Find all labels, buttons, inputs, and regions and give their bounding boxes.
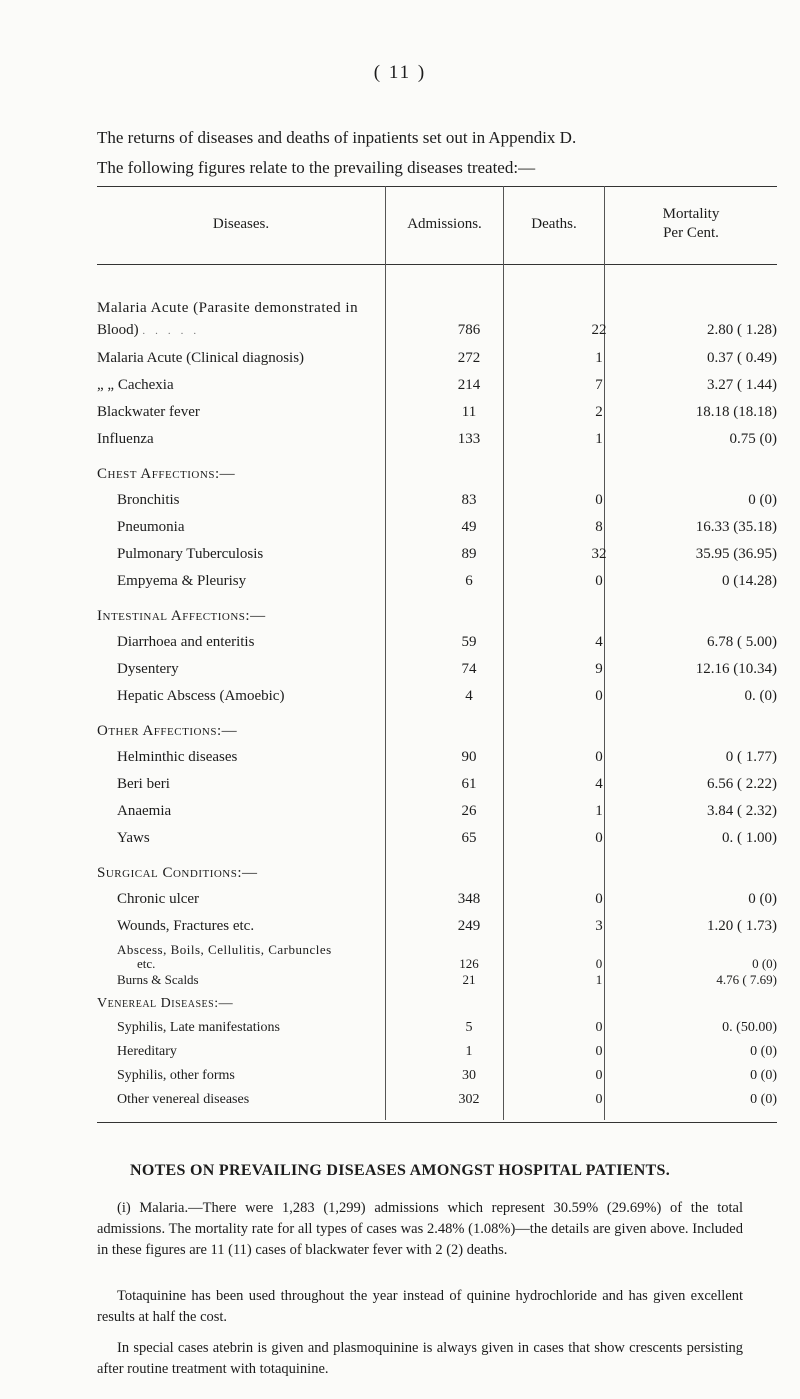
admissions-cell: 126	[459, 956, 479, 971]
header-diseases: Diseases.	[212, 216, 270, 232]
deaths-cell: 22	[591, 322, 607, 338]
mortality-cell: 16.33 (35.18)	[695, 519, 777, 535]
table-row	[97, 431, 777, 453]
notes-title: NOTES ON PREVAILING DISEASES AMONGST HOSPITAL PATIENTS.	[129, 1162, 671, 1179]
deaths-cell: 0	[595, 1092, 603, 1107]
table-row	[97, 634, 777, 656]
notes-paragraph-2: Totaquinine has been used throughout the year instead of quinine hydrochloride and has given excellent results at half the cost.	[97, 1288, 743, 1325]
deaths-cell: 0	[595, 891, 603, 907]
mortality-cell: 0 (0)	[750, 1044, 777, 1059]
mortality-cell: 3.84 ( 2.32)	[707, 803, 777, 819]
mortality-cell: 2.80 ( 1.28)	[707, 322, 777, 338]
table-row	[97, 891, 777, 913]
intro-line-2: The following figures relate to the prevailing diseases treated:—	[97, 158, 536, 177]
disease-label: Wounds, Fractures etc.	[117, 918, 255, 934]
section-heading-chest: Chest Affections:—	[97, 466, 236, 482]
section-heading-other: Other Affections:—	[97, 723, 238, 739]
admissions-cell: 74	[461, 661, 477, 677]
malaria-parasite-label-line1: Malaria Acute (Parasite demonstrated in	[97, 300, 359, 316]
mortality-cell: 0 (14.28)	[722, 573, 777, 589]
mortality-cell: 35.95 (36.95)	[695, 546, 777, 562]
disease-label: Malaria Acute (Clinical diagnosis)	[97, 350, 305, 366]
admissions-cell: 1	[465, 1044, 473, 1059]
admissions-cell: 30	[462, 1068, 476, 1083]
table-row	[97, 546, 777, 568]
deaths-cell: 0	[595, 1020, 603, 1035]
mortality-cell: 0 (0)	[750, 1068, 777, 1083]
table-row	[97, 803, 777, 825]
disease-label: Pneumonia	[117, 519, 185, 535]
mortality-cell: 18.18 (18.18)	[695, 404, 777, 420]
deaths-cell: 32	[591, 546, 607, 562]
mortality-cell: 6.78 ( 5.00)	[707, 634, 777, 650]
deaths-cell: 0	[595, 1044, 603, 1059]
intro-line-1: The returns of diseases and deaths of inpatients set out in Appendix D.	[97, 128, 577, 147]
deaths-cell: 0	[595, 688, 603, 704]
table-row	[97, 404, 777, 426]
disease-label: Syphilis, Late manifestations	[117, 1020, 280, 1035]
deaths-cell: 0	[595, 1068, 603, 1083]
admissions-cell: 21	[462, 972, 476, 987]
disease-label: Hereditary	[117, 1044, 177, 1059]
deaths-cell: 0	[595, 492, 603, 508]
table-bottom-rule-cover	[97, 990, 777, 991]
mortality-cell: 12.16 (10.34)	[695, 661, 777, 677]
disease-label: „ „ Cachexia	[97, 377, 174, 393]
mortality-cell: 0.37 ( 0.49)	[707, 350, 777, 366]
disease-label: Beri beri	[117, 776, 170, 792]
table-row	[97, 1020, 777, 1042]
table-row	[97, 661, 777, 683]
admissions-cell: 6	[465, 573, 473, 589]
table-final-rule	[97, 1122, 777, 1123]
deaths-cell: 9	[595, 661, 603, 677]
admissions-cell: 26	[461, 803, 477, 819]
col-divider-2-ext	[503, 990, 504, 1120]
disease-label: Influenza	[97, 431, 154, 447]
malaria-parasite-label-line2: Blood)	[97, 322, 139, 338]
mortality-cell: 3.27 ( 1.44)	[707, 377, 777, 393]
admissions-cell: 214	[457, 377, 481, 393]
disease-label: Burns & Scalds	[117, 972, 199, 987]
abscess-label-line2: etc.	[137, 956, 156, 971]
admissions-cell: 83	[461, 492, 477, 508]
admissions-cell: 249	[457, 918, 481, 934]
disease-label: Yaws	[117, 830, 150, 846]
admissions-cell: 786	[457, 322, 481, 338]
col-divider-1-ext	[385, 990, 386, 1120]
mortality-cell: 0. ( 1.00)	[722, 830, 777, 846]
disease-label: Syphilis, other forms	[117, 1068, 235, 1083]
deaths-cell: 8	[595, 519, 603, 535]
header-mortality-line1: Mortality	[662, 206, 720, 222]
table-row	[97, 830, 777, 852]
disease-label: Other venereal diseases	[117, 1092, 250, 1107]
disease-label: Empyema & Pleurisy	[117, 573, 247, 589]
deaths-cell: 1	[595, 431, 603, 447]
disease-label: Bronchitis	[117, 492, 180, 508]
table-row	[97, 918, 777, 940]
disease-label: Anaemia	[117, 803, 172, 819]
table-row	[97, 1092, 777, 1114]
deaths-cell: 1	[595, 803, 603, 819]
admissions-cell: 59	[461, 634, 477, 650]
admissions-cell: 61	[461, 776, 477, 792]
deaths-cell: 0	[595, 956, 603, 971]
notes-paragraph-1: (i) Malaria.—There were 1,283 (1,299) admissions which represent 30.59% (29.69%) of the total admissions. The mortality rate for all types of cases was 2.48% (1.08%)—the details are given above. Included in these figures are 11 (11) cases of blackwater fever with 2 (2) deaths.	[97, 1200, 743, 1258]
header-mortality-line2: Per Cent.	[663, 225, 719, 241]
deaths-cell: 1	[595, 350, 603, 366]
table-row	[97, 573, 777, 595]
admissions-cell: 133	[457, 431, 481, 447]
deaths-cell: 0	[595, 749, 603, 765]
admissions-cell: 302	[458, 1092, 480, 1107]
header-admissions: Admissions.	[407, 216, 482, 232]
table-row	[97, 377, 777, 399]
deaths-cell: 7	[595, 377, 603, 393]
table-row	[97, 1044, 777, 1066]
mortality-cell: 1.20 ( 1.73)	[707, 918, 777, 934]
admissions-cell: 89	[461, 546, 477, 562]
abscess-label-line1: Abscess, Boils, Cellulitis, Carbuncles	[117, 942, 332, 957]
disease-label: Dysentery	[117, 661, 179, 677]
section-heading-intestinal: Intestinal Affections:—	[97, 608, 266, 624]
mortality-cell: 0 (0)	[748, 891, 777, 907]
admissions-cell: 5	[465, 1020, 473, 1035]
admissions-cell: 65	[461, 830, 477, 846]
deaths-cell: 4	[595, 634, 603, 650]
notes-paragraph-3: In special cases atebrin is given and plasmoquinine is always given in cases that show crescents persisting after routine treatment with totaquinine.	[97, 1340, 743, 1377]
admissions-cell: 90	[461, 749, 477, 765]
table-top-rule	[97, 186, 777, 187]
mortality-cell: 6.56 ( 2.22)	[707, 776, 777, 792]
table-row: Blood) ..... 786 22 2.80 ( 1.28)	[97, 322, 777, 338]
section-heading-surgical: Surgical Conditions:—	[97, 865, 258, 881]
table-row	[97, 1068, 777, 1090]
table-row	[97, 688, 777, 710]
deaths-cell: 3	[595, 918, 603, 934]
mortality-cell: 4.76 ( 7.69)	[716, 972, 777, 987]
header-deaths: Deaths.	[531, 216, 577, 232]
table-row	[97, 350, 777, 372]
admissions-cell: 348	[457, 891, 481, 907]
page-number: ( 11 )	[373, 62, 427, 83]
mortality-cell: 0.75 (0)	[729, 431, 777, 447]
admissions-cell: 4	[465, 688, 473, 704]
col-divider-3-ext	[604, 990, 605, 1120]
deaths-cell: 4	[595, 776, 603, 792]
deaths-cell: 2	[595, 404, 603, 420]
deaths-cell: 1	[595, 972, 603, 987]
admissions-cell: 272	[457, 350, 481, 366]
mortality-cell: 0. (0)	[744, 688, 777, 704]
mortality-cell: 0 (0)	[748, 492, 777, 508]
mortality-cell: 0 (0)	[752, 956, 777, 971]
mortality-cell: 0. (50.00)	[722, 1020, 777, 1035]
disease-label: Diarrhoea and enteritis	[117, 634, 255, 650]
section-heading-venereal: Venereal Diseases:—	[97, 996, 234, 1011]
admissions-cell: 49	[461, 519, 477, 535]
admissions-cell: 11	[461, 404, 477, 420]
disease-label: Blackwater fever	[97, 404, 200, 420]
header-mortality	[605, 205, 777, 243]
deaths-cell: 0	[595, 830, 603, 846]
disease-label: Hepatic Abscess (Amoebic)	[117, 688, 285, 704]
table-row	[97, 519, 777, 541]
mortality-cell: 0 (0)	[750, 1092, 777, 1107]
table-row	[97, 776, 777, 798]
disease-label: Pulmonary Tuberculosis	[117, 546, 264, 562]
deaths-cell: 0	[595, 573, 603, 589]
disease-label: Chronic ulcer	[117, 891, 200, 907]
table-header-rule	[97, 264, 777, 265]
mortality-cell: 0 ( 1.77)	[725, 749, 777, 765]
table-row	[97, 492, 777, 514]
table-row	[97, 749, 777, 771]
disease-label: Helminthic diseases	[117, 749, 238, 765]
